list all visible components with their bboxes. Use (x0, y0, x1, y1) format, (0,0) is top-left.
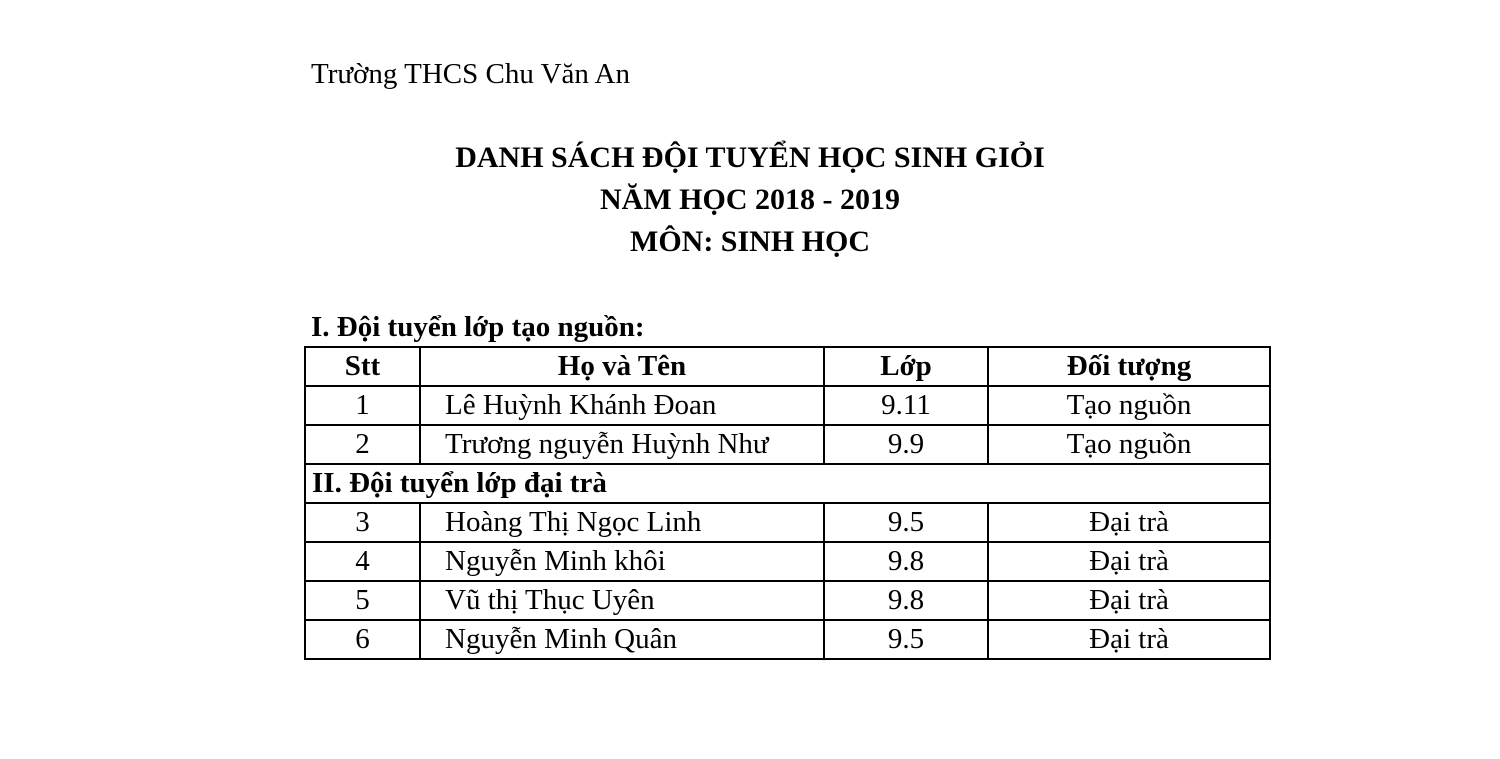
cell-stt: 6 (305, 620, 420, 659)
cell-stt: 1 (305, 386, 420, 425)
section-row-dai-tra (305, 464, 1270, 503)
cell-class: 9.9 (824, 425, 988, 464)
table-header-row (305, 347, 1270, 386)
cell-class: 9.11 (824, 386, 988, 425)
document-title (330, 140, 1170, 266)
table-row (305, 425, 1270, 464)
title-line-subject: MÔN: SINH HỌC (630, 225, 870, 258)
cell-category: Tạo nguồn (988, 386, 1270, 425)
table-row (305, 542, 1270, 581)
cell-class: 9.8 (824, 581, 988, 620)
cell-name: Vũ thị Thục Uyên (420, 581, 824, 620)
header-category: Đối tượng (988, 347, 1270, 386)
cell-class: 9.8 (824, 542, 988, 581)
school-name: Trường THCS Chu Văn An (311, 58, 630, 90)
cell-category: Đại trà (988, 503, 1270, 542)
cell-category: Tạo nguồn (988, 425, 1270, 464)
title-line-list-name: DANH SÁCH ĐỘI TUYỂN HỌC SINH GIỎI (455, 141, 1045, 174)
cell-name: Trương nguyễn Huỳnh Như (420, 425, 824, 464)
cell-stt: 2 (305, 425, 420, 464)
cell-name: Nguyễn Minh khôi (420, 542, 824, 581)
table-row (305, 620, 1270, 659)
cell-category: Đại trà (988, 620, 1270, 659)
student-roster-table (304, 346, 1271, 660)
cell-stt: 5 (305, 581, 420, 620)
cell-category: Đại trà (988, 581, 1270, 620)
header-class: Lớp (824, 347, 988, 386)
section-heading-dai-tra: II. Đội tuyển lớp đại trà (305, 464, 1270, 503)
section-heading-tao-nguon: I. Đội tuyển lớp tạo nguồn: (311, 311, 645, 343)
cell-stt: 3 (305, 503, 420, 542)
header-full-name: Họ và Tên (420, 347, 824, 386)
table-row (305, 581, 1270, 620)
title-line-school-year: NĂM HỌC 2018 - 2019 (600, 183, 900, 216)
cell-class: 9.5 (824, 620, 988, 659)
table-row (305, 503, 1270, 542)
cell-name: Nguyễn Minh Quân (420, 620, 824, 659)
cell-name: Hoàng Thị Ngọc Linh (420, 503, 824, 542)
cell-name: Lê Huỳnh Khánh Đoan (420, 386, 824, 425)
cell-category: Đại trà (988, 542, 1270, 581)
header-stt: Stt (305, 347, 420, 386)
table-row (305, 386, 1270, 425)
cell-class: 9.5 (824, 503, 988, 542)
cell-stt: 4 (305, 542, 420, 581)
